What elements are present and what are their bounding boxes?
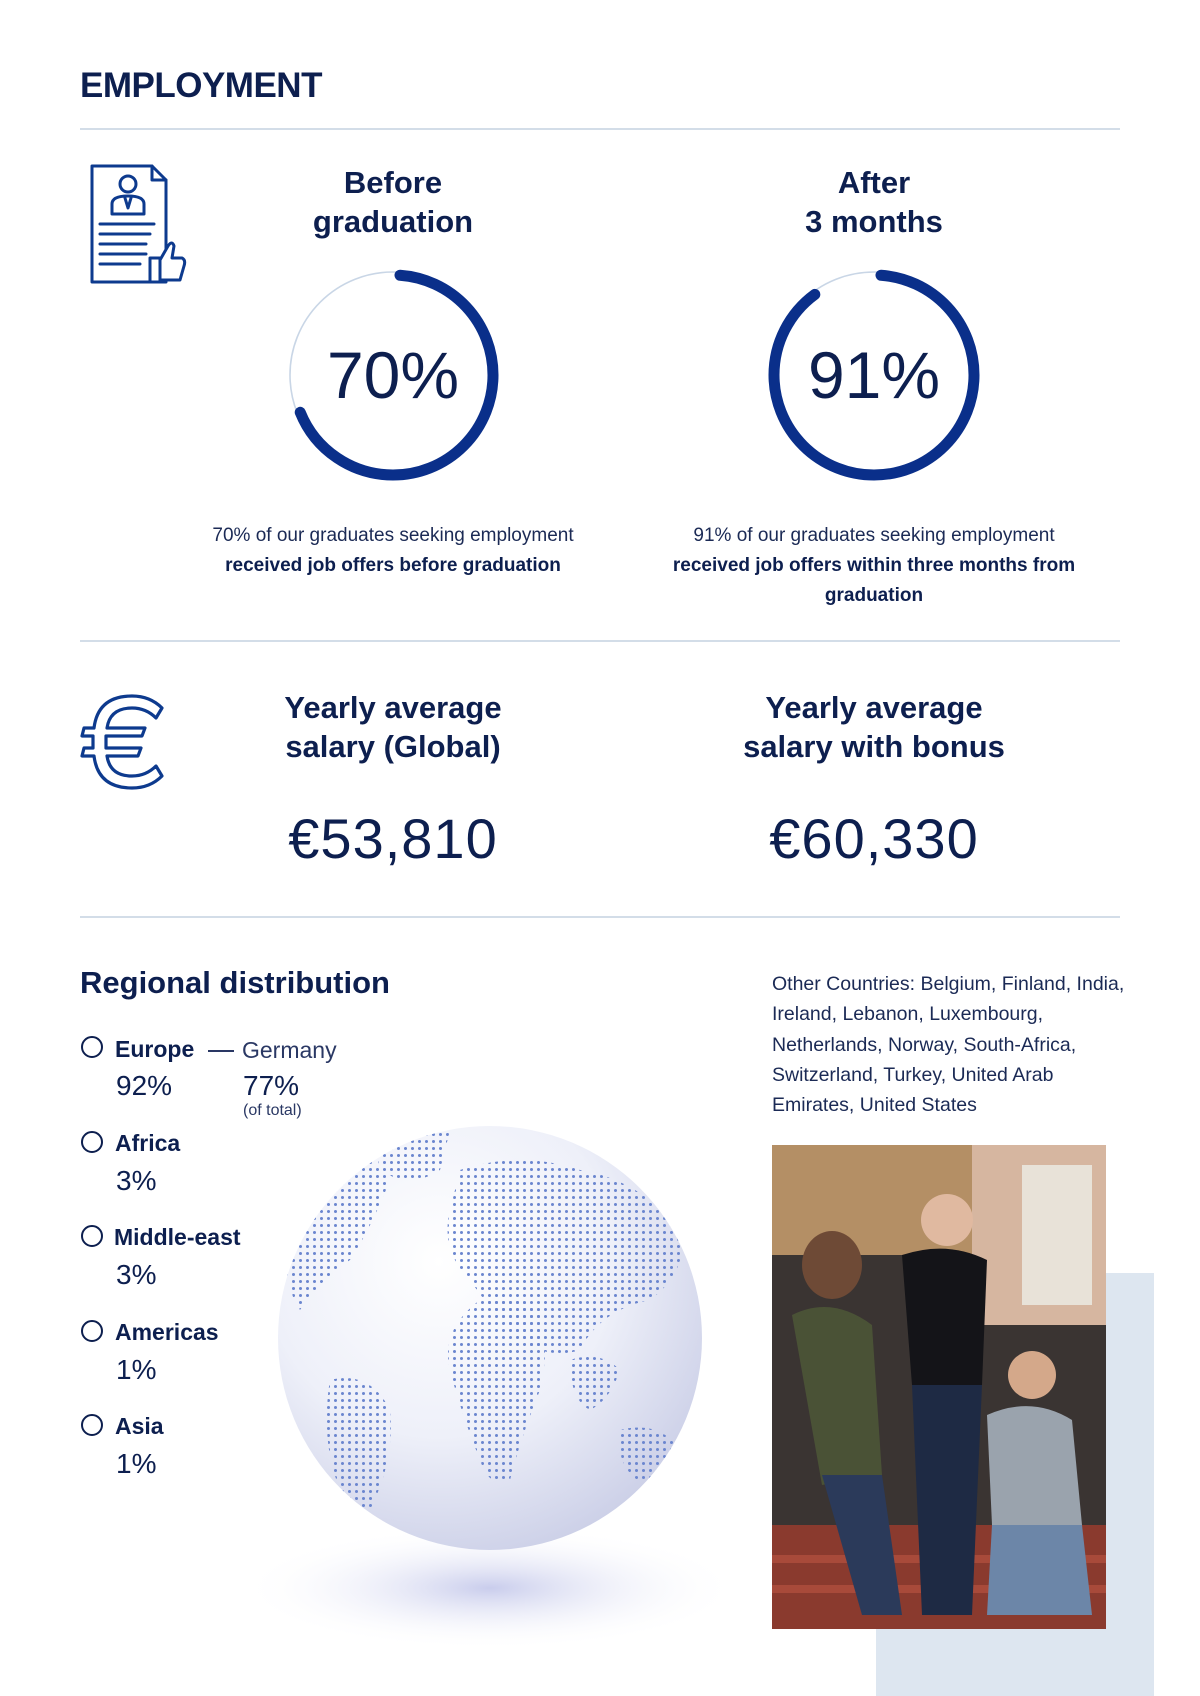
before-graduation-heading: Before graduation [312, 165, 474, 239]
students-photo [772, 1145, 1106, 1629]
region-value-americas: 1% [116, 1354, 157, 1385]
divider [80, 640, 1120, 642]
region-label-middle-east: Middle-east [114, 1224, 241, 1250]
divider [80, 916, 1120, 918]
dotted-globe-illustration [220, 1110, 740, 1670]
before-graduation-percent: 70% [326, 338, 460, 412]
circle-outline-icon [81, 1225, 103, 1247]
after-3-months-caption: 91% of our graduates seeking employment received job offers within three months from graduation [672, 525, 1076, 606]
region-label-asia: Asia [115, 1413, 164, 1439]
region-value-europe: 92% [116, 1070, 173, 1101]
other-countries-text: Other Countries: Belgium, Finland, India, Ireland, Lebanon, Luxembourg, Netherlands, Norway, South-Africa, Switzerland, Turkey, United Arab Emirates, United States [772, 973, 1125, 1117]
connector-line [208, 1050, 234, 1052]
euro-icon [80, 694, 166, 790]
regional-distribution-title: Regional distribution [80, 965, 390, 1000]
resume-thumbs-up-icon [88, 162, 188, 286]
divider [80, 128, 1120, 130]
region-value-middle-east: 3% [116, 1259, 157, 1290]
circle-outline-icon [81, 1036, 103, 1058]
before-graduation-caption: 70% of our graduates seeking employment received job offers before graduation [212, 525, 574, 576]
region-value-africa: 3% [116, 1165, 157, 1196]
region-label-americas: Americas [115, 1319, 219, 1345]
germany-note: (of total) [243, 1102, 302, 1119]
after-3-months-percent: 91% [807, 338, 941, 412]
germany-label: Germany [242, 1037, 337, 1063]
salary-bonus-heading: Yearly average salary with bonus [743, 690, 1005, 764]
region-value-asia: 1% [116, 1448, 157, 1479]
circle-outline-icon [81, 1131, 103, 1153]
region-label-africa: Africa [115, 1130, 181, 1156]
region-label-europe: Europe [115, 1036, 195, 1062]
page-title: EMPLOYMENT [80, 66, 322, 105]
salary-global-value: €53,810 [288, 807, 498, 870]
after-3-months-heading: After 3 months [805, 165, 943, 239]
circle-outline-icon [81, 1320, 103, 1342]
germany-value: 77% [243, 1070, 300, 1101]
salary-bonus-value: €60,330 [769, 807, 979, 870]
circle-outline-icon [81, 1414, 103, 1436]
salary-global-heading: Yearly average salary (Global) [284, 690, 502, 764]
